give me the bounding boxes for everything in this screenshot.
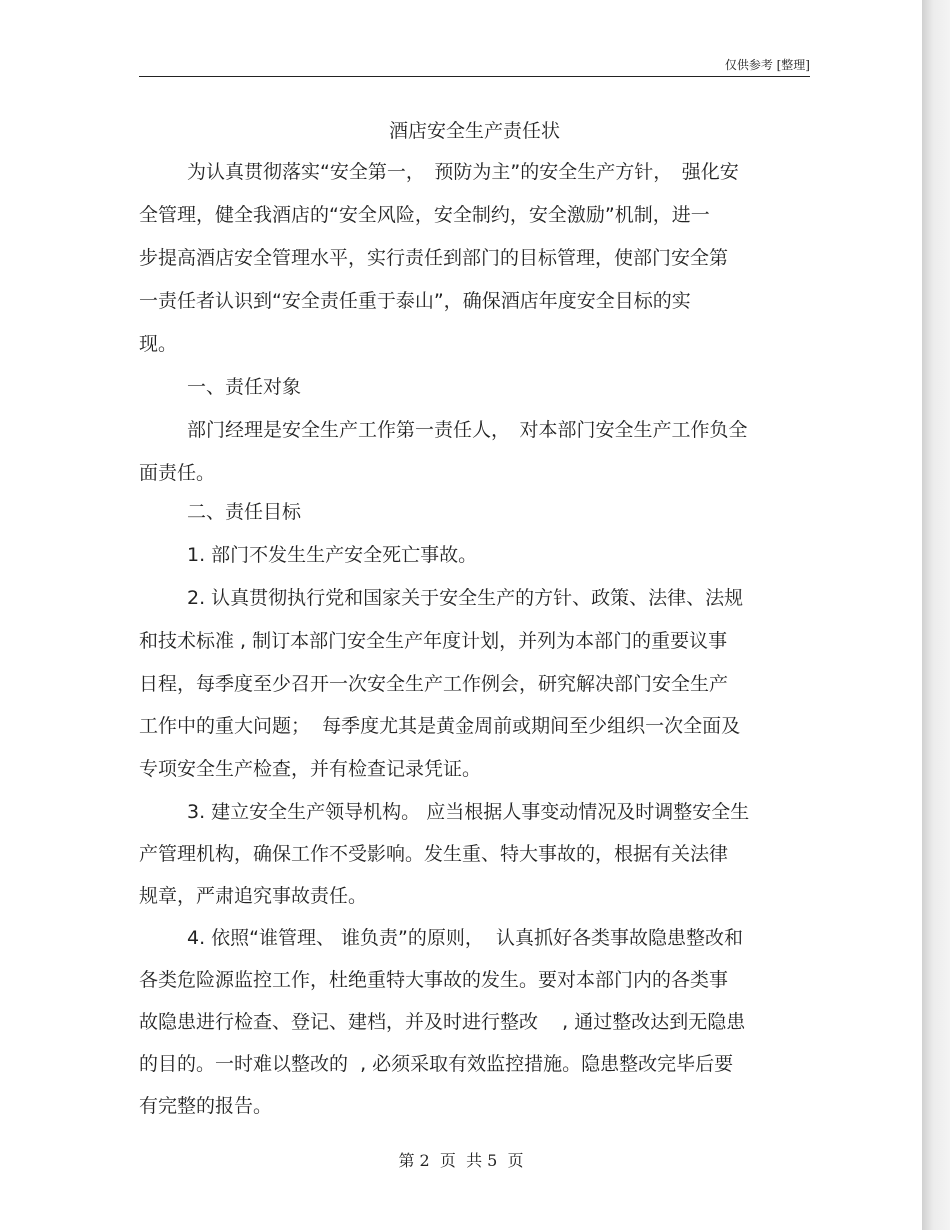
body-line: 产管理机构，确保工作不受影响。发生重、特大事故的，根据有关法律 bbox=[139, 843, 729, 865]
body-line: 各类危险源监控工作，杜绝重特大事故的发生。要对本部门内的各类事 bbox=[139, 969, 729, 991]
header-divider bbox=[139, 76, 810, 77]
body-line: 部门经理是安全生产工作第一责任人， 对本部门安全生产工作负全 bbox=[187, 419, 748, 441]
body-line: 专项安全生产检查，并有检查记录凭证。 bbox=[139, 758, 482, 780]
page-shadow bbox=[922, 0, 950, 1230]
body-line: 现。 bbox=[139, 333, 178, 355]
body-line: 一责任者认识到“安全责任重于泰山”，确保酒店年度安全目标的实 bbox=[139, 290, 691, 312]
header-note: 仅供参考 [整理] bbox=[724, 58, 810, 72]
body-line: 2. 认真贯彻执行党和国家关于安全生产的方针、政策、法律、法规 bbox=[187, 587, 744, 609]
body-line: 故隐患进行检查、登记、建档，并及时进行整改 , 通过整改达到无隐患 bbox=[139, 1011, 746, 1033]
body-line: 步提高酒店安全管理水平，实行责任到部门的目标管理，使部门安全第 bbox=[139, 247, 729, 269]
body-line: 和技术标准 , 制订本部门安全生产年度计划，并列为本部门的重要议事 bbox=[139, 630, 728, 652]
body-line: 日程，每季度至少召开一次安全生产工作例会，研究解决部门安全生产 bbox=[139, 673, 729, 695]
body-line: 3. 建立安全生产领导机构。 应当根据人事变动情况及时调整安全生 bbox=[187, 801, 750, 823]
body-line: 4. 依照“谁管理、 谁负责”的原则， 认真抓好各类事故隐患整改和 bbox=[187, 927, 743, 949]
body-line: 的目的。一时难以整改的 , 必须采取有效监控措施。隐患整改完毕后要 bbox=[139, 1053, 734, 1075]
body-line: 为认真贯彻落实“安全第一， 预防为主”的安全生产方针， 强化安 bbox=[187, 161, 739, 183]
page-footer: 第 2 页 共 5 页 bbox=[398, 1151, 524, 1170]
body-line: 规章，严肃追究事故责任。 bbox=[139, 885, 368, 907]
body-line: 1. 部门不发生生产安全死亡事故。 bbox=[187, 544, 478, 566]
body-line: 全管理，健全我酒店的“安全风险，安全制约，安全激励”机制，进一 bbox=[139, 204, 710, 226]
section-heading: 二、责任目标 bbox=[187, 501, 302, 523]
section-heading: 一、责任对象 bbox=[187, 376, 302, 398]
body-line: 工作中的重大问题； 每季度尤其是黄金周前或期间至少组织一次全面及 bbox=[139, 715, 741, 737]
body-line: 面责任。 bbox=[139, 462, 216, 484]
body-line: 有完整的报告。 bbox=[139, 1095, 273, 1117]
document-title: 酒店安全生产责任状 bbox=[388, 120, 560, 142]
